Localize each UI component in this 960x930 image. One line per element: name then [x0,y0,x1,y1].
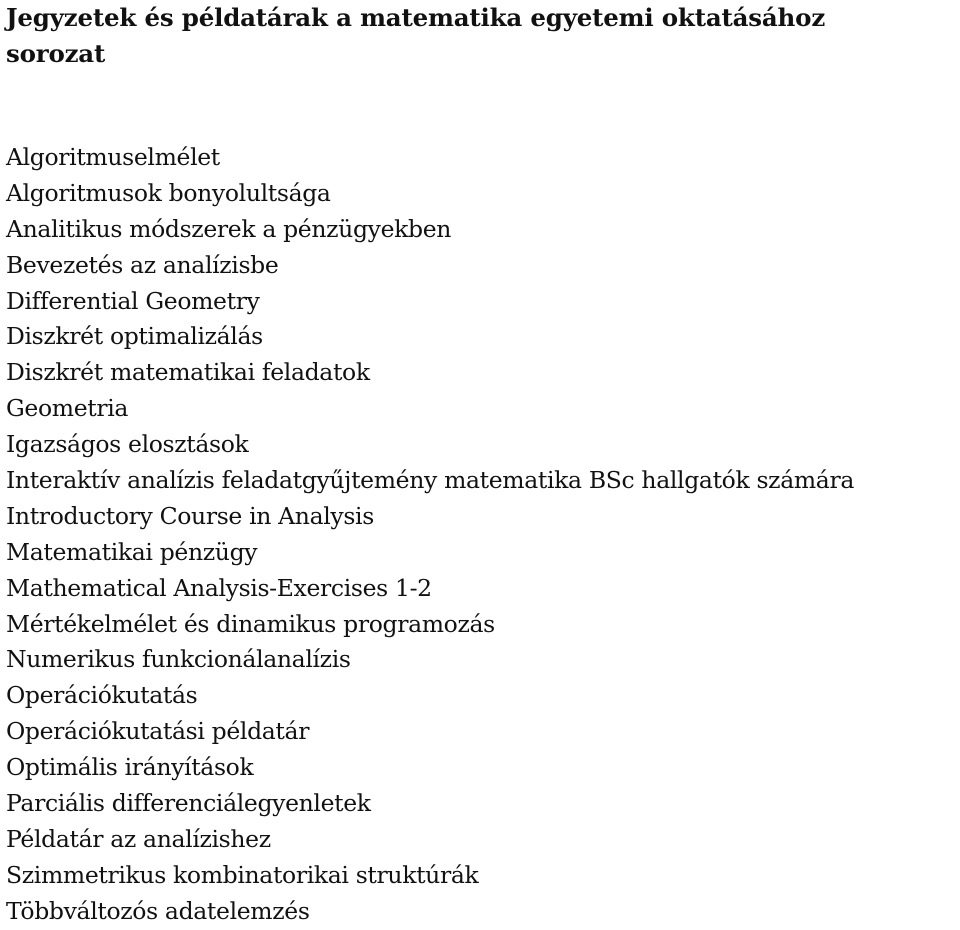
book-title: Interaktív analízis feladatgyűjtemény matematika BSc hallgatók számára [6,466,855,495]
book-title: Analitikus módszerek a pénzügyekben [6,214,452,243]
book-title: Algoritmuselmélet [6,143,220,171]
document-page [6,0,956,925]
book-title: Differential Geometry [6,286,260,315]
book-title: Numerikus funkcionálanalízis [6,645,351,674]
book-title: Matematikai pénzügy [6,537,258,566]
book-title: Parciális differenciálegyenletek [6,789,371,818]
series-title-line-2: sorozat [6,39,106,68]
series-title [6,0,956,72]
book-title: Példatár az analízishez [6,824,271,853]
book-title: Mathematical Analysis-Exercises 1-2 [6,573,432,602]
book-title: Többváltozós adatelemzés [6,896,310,925]
book-title: Operációkutatási példatár [6,717,310,746]
series-title-line-1: Jegyzetek és példatárak a matematika egyetemi oktatásához [6,3,826,32]
book-title: Igazságos elosztások [6,430,249,459]
book-title: Mértékelmélet és dinamikus programozás [6,609,495,638]
book-title: Optimális irányítások [6,753,254,782]
book-title: Algoritmusok bonyolultsága [6,178,331,207]
book-title: Introductory Course in Analysis [6,501,374,530]
book-title: Geometria [6,394,129,423]
book-title: Operációkutatás [6,681,198,710]
book-title: Diszkrét optimalizálás [6,322,263,351]
book-title: Diszkrét matematikai feladatok [6,358,370,387]
book-title: Szimmetrikus kombinatorikai struktúrák [6,860,479,889]
book-title: Bevezetés az analízisbe [6,250,279,279]
book-list [6,140,960,930]
